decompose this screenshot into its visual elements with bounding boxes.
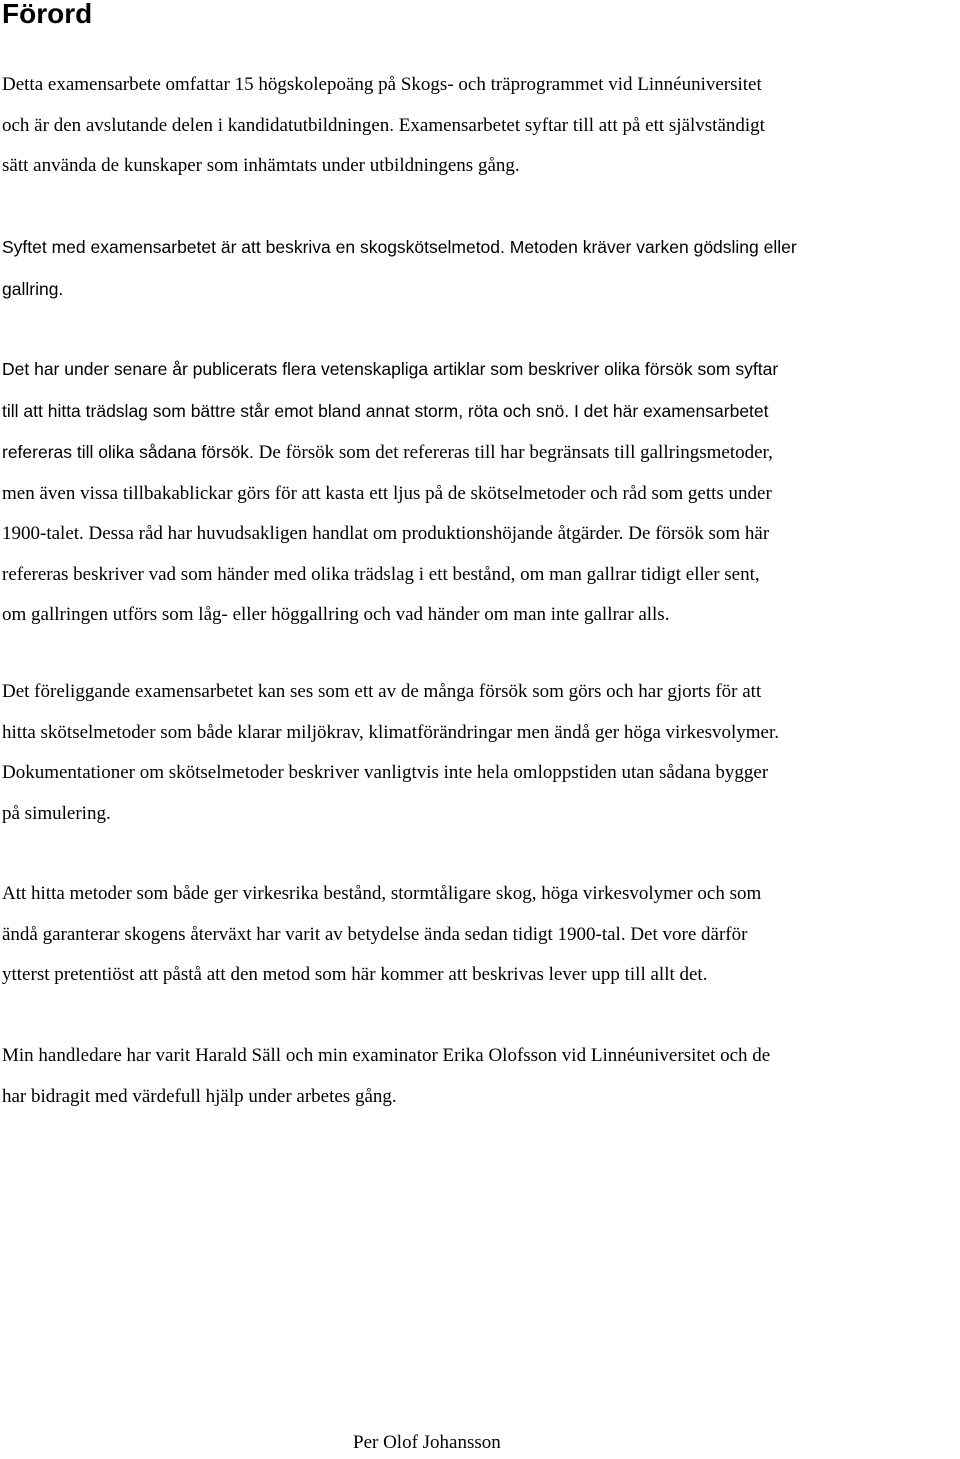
text-run: Detta examensarbete omfattar 15 högskolepoäng på Skogs- och träprogrammet vid Linnéuniversitet [2,74,762,95]
text-run: Det föreliggande examensarbetet kan ses som ett av de många försök som görs och har gjorts för att [2,681,762,702]
text-run: sätt använda de kunskaper som inhämtats under utbildningens gång. [2,155,520,176]
text-line [2,595,778,636]
text-line [2,955,761,996]
text-run: gallring. [2,278,64,299]
text-line [2,269,797,311]
text-line [2,146,765,187]
text-run: och är den avslutande delen i kandidatutbildningen. Examensarbetet syftar till att på ett självständigt [2,114,765,136]
text-line [2,474,778,515]
text-run: 1900-talet. Dessa råd har huvudsakligen handlat om produktionshöjande åtgärder. De försök som här [2,523,770,544]
text-run: men även vissa tillbakablickar görs för att kasta ett ljus på de skötselmetoder och råd som getts under [2,482,772,504]
text-run: Att hitta metoder som både ger virkesrika bestånd, stormtåligare skog, höga virkesvolymer och som [2,883,762,904]
text-run: Det har under senare år publicerats flera vetenskapliga artiklar som beskriver olika försök som syftar [2,359,779,379]
paragraph-research [2,349,778,636]
text-run: ytterst pretentiöst att påstå att den metod som här kommer att beskrivas lever upp till allt det. [2,964,708,985]
page-title: Förord [2,0,93,29]
text-run: till att hitta trädslag som bättre står emot bland annat storm, röta och snö. I det här examensarbetet [2,400,769,421]
text-line [2,915,761,956]
text-run: hitta skötselmetoder som både klarar miljökrav, klimatförändringar men ändå ger höga virkesvolymer. [2,721,780,743]
text-run: Min handledare har varit Harald Säll och min examinator Erika Olofsson vid Linnéuniversitet och de [2,1045,771,1066]
text-line [2,753,779,794]
text-line [2,227,797,269]
text-run: Dokumentationer om skötselmetoder beskriver vanligtvis inte hela omloppstiden utan sådana bygger [2,762,769,783]
text-line [2,672,779,713]
text-line [2,794,779,835]
author-name: Per Olof Johansson [353,1432,501,1453]
text-line [2,1077,770,1118]
text-line [2,65,765,106]
text-run: Syftet med examensarbetet är att beskriva en skogskötselmetod. Metoden kräver varken gödsling eller [2,237,797,257]
text-line [2,713,779,754]
text-run: på simulering. [2,802,111,824]
text-line [2,1036,770,1077]
text-line [2,432,778,474]
text-run: ändå garanterar skogens återväxt har varit av betydelse ända sedan tidigt 1900-tal. Det vore därför [2,923,748,945]
text-run: om gallringen utförs som låg- eller höggallring och vad händer om man inte gallrar alls. [2,604,670,625]
paragraph-context [2,672,779,834]
paragraph-purpose [2,227,797,310]
text-line [2,555,778,596]
text-run: refereras beskriver vad som händer med olika trädslag i ett bestånd, om man gallrar tidigt eller sent, [2,563,760,585]
paragraph-intro [2,65,765,187]
text-line [2,514,778,555]
paragraph-acknowledgements [2,1036,770,1117]
text-run: De försök som det refereras till har begränsats till gallringsmetoder, [253,442,773,463]
text-line [2,874,761,915]
text-line [2,391,778,433]
text-line [2,106,765,147]
text-run: refereras till olika sådana försök. [2,442,254,462]
text-run: har bidragit med värdefull hjälp under arbetes gång. [2,1085,397,1107]
text-line [2,349,778,391]
paragraph-methods [2,874,761,996]
